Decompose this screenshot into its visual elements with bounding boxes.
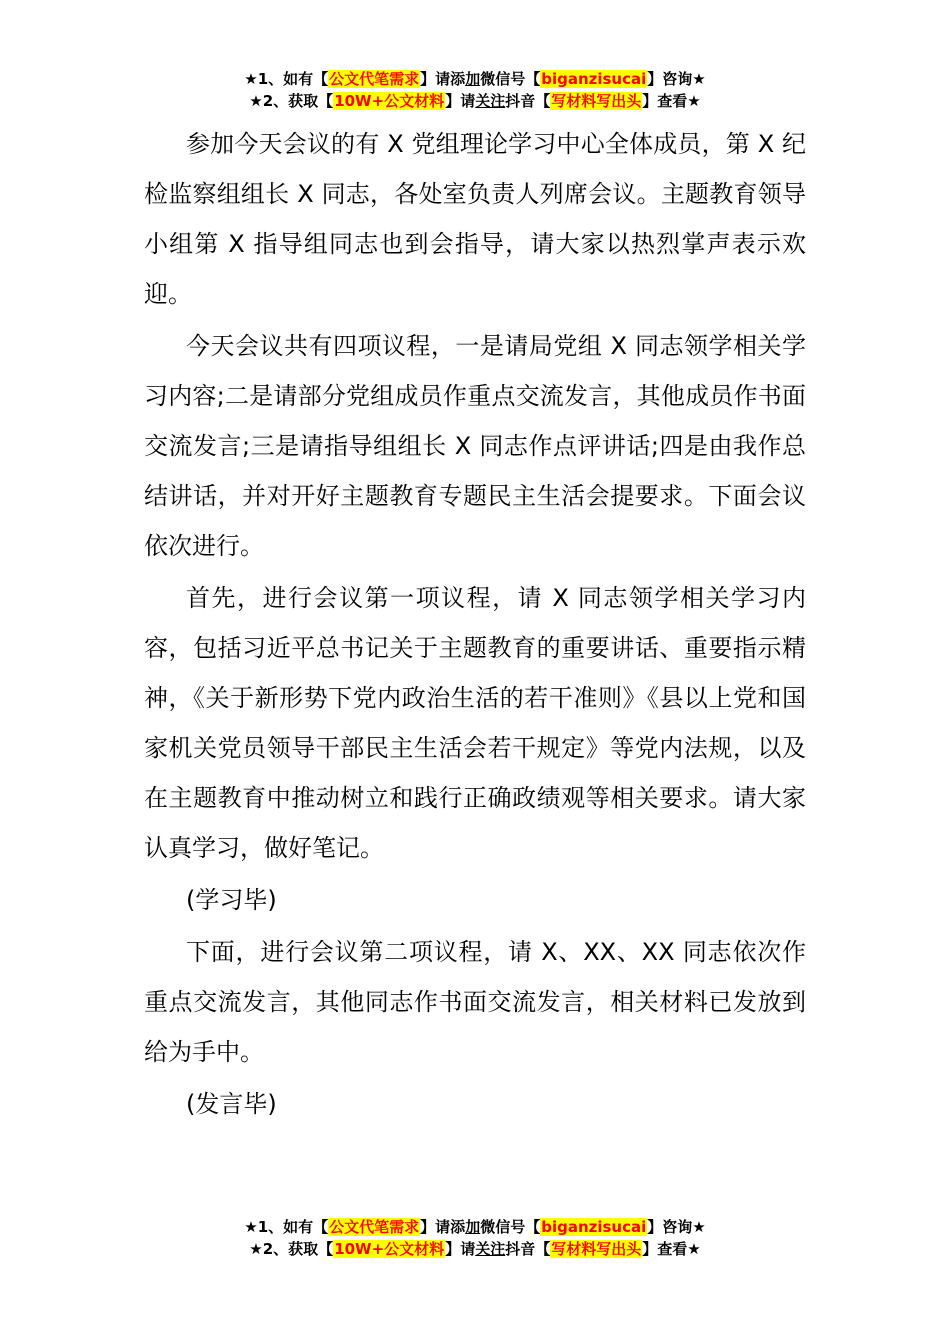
highlight-service: 公文代笔需求 [329,1218,420,1236]
banner-text: 抖音【 [505,92,551,110]
banner-line-1 [0,1216,950,1238]
note-speech-done: (发言毕) [186,1090,277,1118]
paragraph-first-item: 首先，进行会议第一项议程，请 X 同志领学相关学习内容，包括习近平总书记关于主题教育的重要讲话、重要指示精神，《关于新形势下党内政治生活的若干准则》《县以上党和国家机关党员领导干部民主生活会若干规定》等党内法规，以及在主题教育中推动树立和践行正确政绩观等相关要求。请大家认真学习，做好笔记。 [144,584,806,862]
footer-banner [0,1216,950,1260]
highlight-wechat-id: biganzisucai [541,1218,647,1236]
highlight-materials: 10W+公文材料 [334,1240,445,1258]
highlight-materials: 10W+公文材料 [334,92,445,110]
banner-text: 抖音【 [505,1240,551,1258]
paragraph-agenda: 今天会议共有四项议程，一是请局党组 X 同志领学相关学习内容;二是请部分党组成员作重点交流发言，其他成员作书面交流发言;三是请指导组组长 X 同志作点评讲话;四是由我作总结讲话，并对开好主题教育专题民主生活会提要求。下面会议依次进行。 [144,332,806,560]
note-study-done: (学习毕) [186,886,277,914]
banner-text: 】请 [445,92,476,110]
banner-line-1 [0,68,950,90]
highlight-douyin: 写材料写出头 [551,92,642,110]
banner-text: ★2、获取【 [249,1240,334,1258]
banner-text-underlined: 关注 [475,1240,506,1258]
highlight-douyin: 写材料写出头 [551,1240,642,1258]
banner-text: ★2、获取【 [249,92,334,110]
banner-text: ★1、如有【 [244,1218,329,1236]
paragraph-attendees: 参加今天会议的有 X 党组理论学习中心全体成员，第 X 纪检监察组组长 X 同志，各处室负责人列席会议。主题教育领导小组第 X 指导组同志也到会指导，请大家以热烈掌声表示欢迎。 [144,130,806,308]
banner-text: 】查看★ [642,92,701,110]
banner-text: 】查看★ [642,1240,701,1258]
banner-text: 微信号【 [480,1218,541,1236]
banner-text: ★1、如有【 [244,70,329,88]
paragraph-second-item: 下面，进行会议第二项议程，请 X、XX、XX 同志依次作重点交流发言，其他同志作书面交流发言，相关材料已发放到给为手中。 [144,938,806,1066]
banner-text: 】请添 [420,1218,466,1236]
banner-text: 】请添 [420,70,466,88]
header-banner [0,68,950,112]
banner-text: 】请 [445,1240,476,1258]
banner-text: 】咨询★ [647,70,706,88]
highlight-service: 公文代笔需求 [329,70,420,88]
banner-text: 微信号【 [480,70,541,88]
banner-text-underlined: 加 [465,70,481,88]
banner-line-2 [0,90,950,112]
highlight-wechat-id: biganzisucai [541,70,647,88]
banner-text: 】咨询★ [647,1218,706,1236]
banner-text-underlined: 关注 [475,92,506,110]
document-body [144,119,806,1131]
banner-text-underlined: 加 [465,1218,481,1236]
banner-line-2 [0,1238,950,1260]
